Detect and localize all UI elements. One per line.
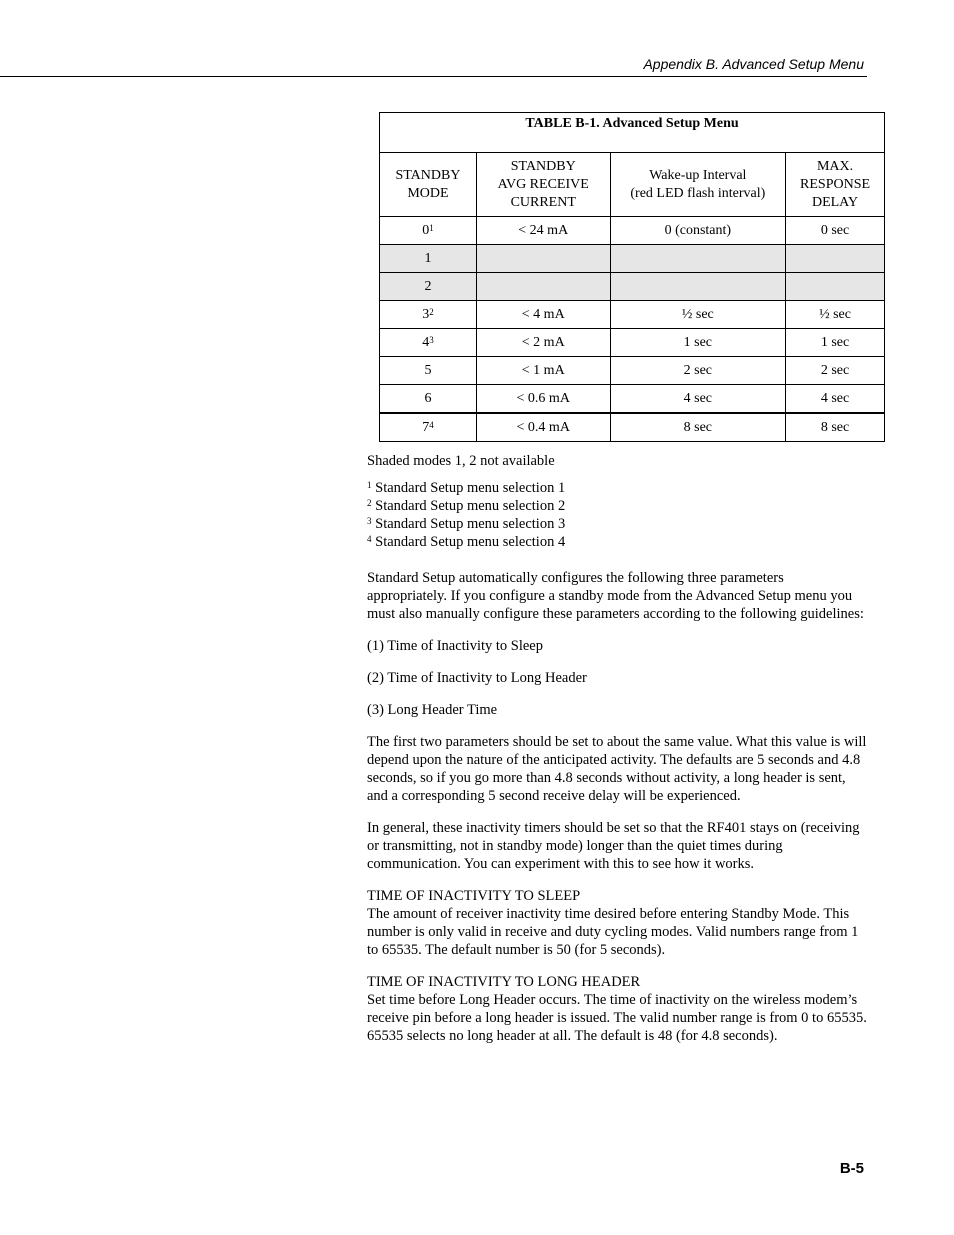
mode-cell: 6 <box>380 385 477 414</box>
footnote: $^3$ Standard Setup menu selection 3 <box>367 516 566 532</box>
interval-cell: 8 sec <box>610 413 785 442</box>
general-paragraph: In general, these inactivity timers should be set so that the RF401 stays on (receiving or transmitting, not in standby mode) longer than the quiet times during communication. You can experiment with this to see how it works. <box>367 820 860 872</box>
table-row <box>380 245 885 273</box>
table-row <box>380 385 885 414</box>
table-row <box>380 217 885 245</box>
shaded-modes-note: Shaded modes 1, 2 not available <box>367 453 555 469</box>
interval-cell: 4 sec <box>610 385 785 414</box>
table-caption: TABLE B-1. Advanced Setup Menu <box>380 113 885 153</box>
current-cell: < 2 mA <box>476 329 610 357</box>
interval-cell: ½ sec <box>610 301 785 329</box>
mode-cell: 5 <box>380 357 477 385</box>
defaults-paragraph: The first two parameters should be set to about the same value. What this value is will depend upon the nature of the anticipated activity. The defaults are 5 seconds and 4.8 seconds, so if you go more than 4.8 seconds without activity, a long header is sent, and a corresponding 5 second receive delay will be experienced. <box>367 734 867 804</box>
table-row <box>380 273 885 301</box>
intro-paragraph: Standard Setup automatically configures the following three parameters appropriately. If you configure a standby mode from the Advanced Setup menu you must also manually configure these parameters according to the following guidelines: <box>367 570 864 622</box>
current-cell: < 4 mA <box>476 301 610 329</box>
mode-cell: $4^3$ <box>380 329 477 357</box>
delay-cell: 2 sec <box>786 357 885 385</box>
parameter-item: (3) Long Header Time <box>367 702 498 718</box>
delay-cell: 0 sec <box>786 217 885 245</box>
interval-cell: 0 (constant) <box>610 217 785 245</box>
interval-cell: 1 sec <box>610 329 785 357</box>
parameter-item: (1) Time of Inactivity to Sleep <box>367 638 543 654</box>
table-row <box>380 329 885 357</box>
delay-cell <box>786 273 885 301</box>
sleep-description: The amount of receiver inactivity time desired before entering Standby Mode. This number is only valid in receive and duty cycling modes. Valid numbers range from 1 to 65535. The default number is 50 (for 5 seconds). <box>367 906 859 958</box>
mode-cell: 1 <box>380 245 477 273</box>
column-header-standby-mode: STANDBY MODE <box>380 153 477 217</box>
parameter-item: (2) Time of Inactivity to Long Header <box>367 670 587 686</box>
mode-cell: 2 <box>380 273 477 301</box>
mode-cell: $0^1$ <box>380 217 477 245</box>
mode-cell: $3^2$ <box>380 301 477 329</box>
interval-cell <box>610 273 785 301</box>
table-row <box>380 301 885 329</box>
delay-cell: 4 sec <box>786 385 885 414</box>
sleep-heading: TIME OF INACTIVITY TO SLEEP <box>367 888 581 904</box>
column-header-max-response-delay: MAX. RESPONSE DELAY <box>786 153 885 217</box>
current-cell: < 1 mA <box>476 357 610 385</box>
footnote: $^2$ Standard Setup menu selection 2 <box>367 498 566 514</box>
body-text <box>367 452 867 1045</box>
mode-cell: $7^4$ <box>380 413 477 442</box>
table-row <box>380 357 885 385</box>
table-row <box>380 413 885 442</box>
current-cell: < 0.6 mA <box>476 385 610 414</box>
current-cell <box>476 245 610 273</box>
column-header-wake-up-interval: Wake-up Interval (red LED flash interval) <box>610 153 785 217</box>
footnote-list <box>367 479 867 551</box>
long-header-description: Set time before Long Header occurs. The time of inactivity on the wireless modem’s receive pin before a long header is issued. The valid number range is from 0 to 65535. 65535 selects no long header at all. The default is 48 (for 4.8 seconds). <box>367 992 867 1044</box>
interval-cell: 2 sec <box>610 357 785 385</box>
footnote: $^4$ Standard Setup menu selection 4 <box>367 534 566 550</box>
delay-cell: 8 sec <box>786 413 885 442</box>
footnote: $^1$ Standard Setup menu selection 1 <box>367 480 566 496</box>
delay-cell <box>786 245 885 273</box>
interval-cell <box>610 245 785 273</box>
running-head-title: Appendix B. Advanced Setup Menu <box>643 56 864 72</box>
long-header-heading: TIME OF INACTIVITY TO LONG HEADER <box>367 974 641 990</box>
column-header-avg-receive-current: STANDBY AVG RECEIVE CURRENT <box>476 153 610 217</box>
advanced-setup-table <box>379 112 885 442</box>
page-number: B-5 <box>839 1160 864 1177</box>
current-cell: < 0.4 mA <box>476 413 610 442</box>
delay-cell: 1 sec <box>786 329 885 357</box>
header-rule <box>0 76 867 77</box>
current-cell: < 24 mA <box>476 217 610 245</box>
delay-cell: ½ sec <box>786 301 885 329</box>
current-cell <box>476 273 610 301</box>
